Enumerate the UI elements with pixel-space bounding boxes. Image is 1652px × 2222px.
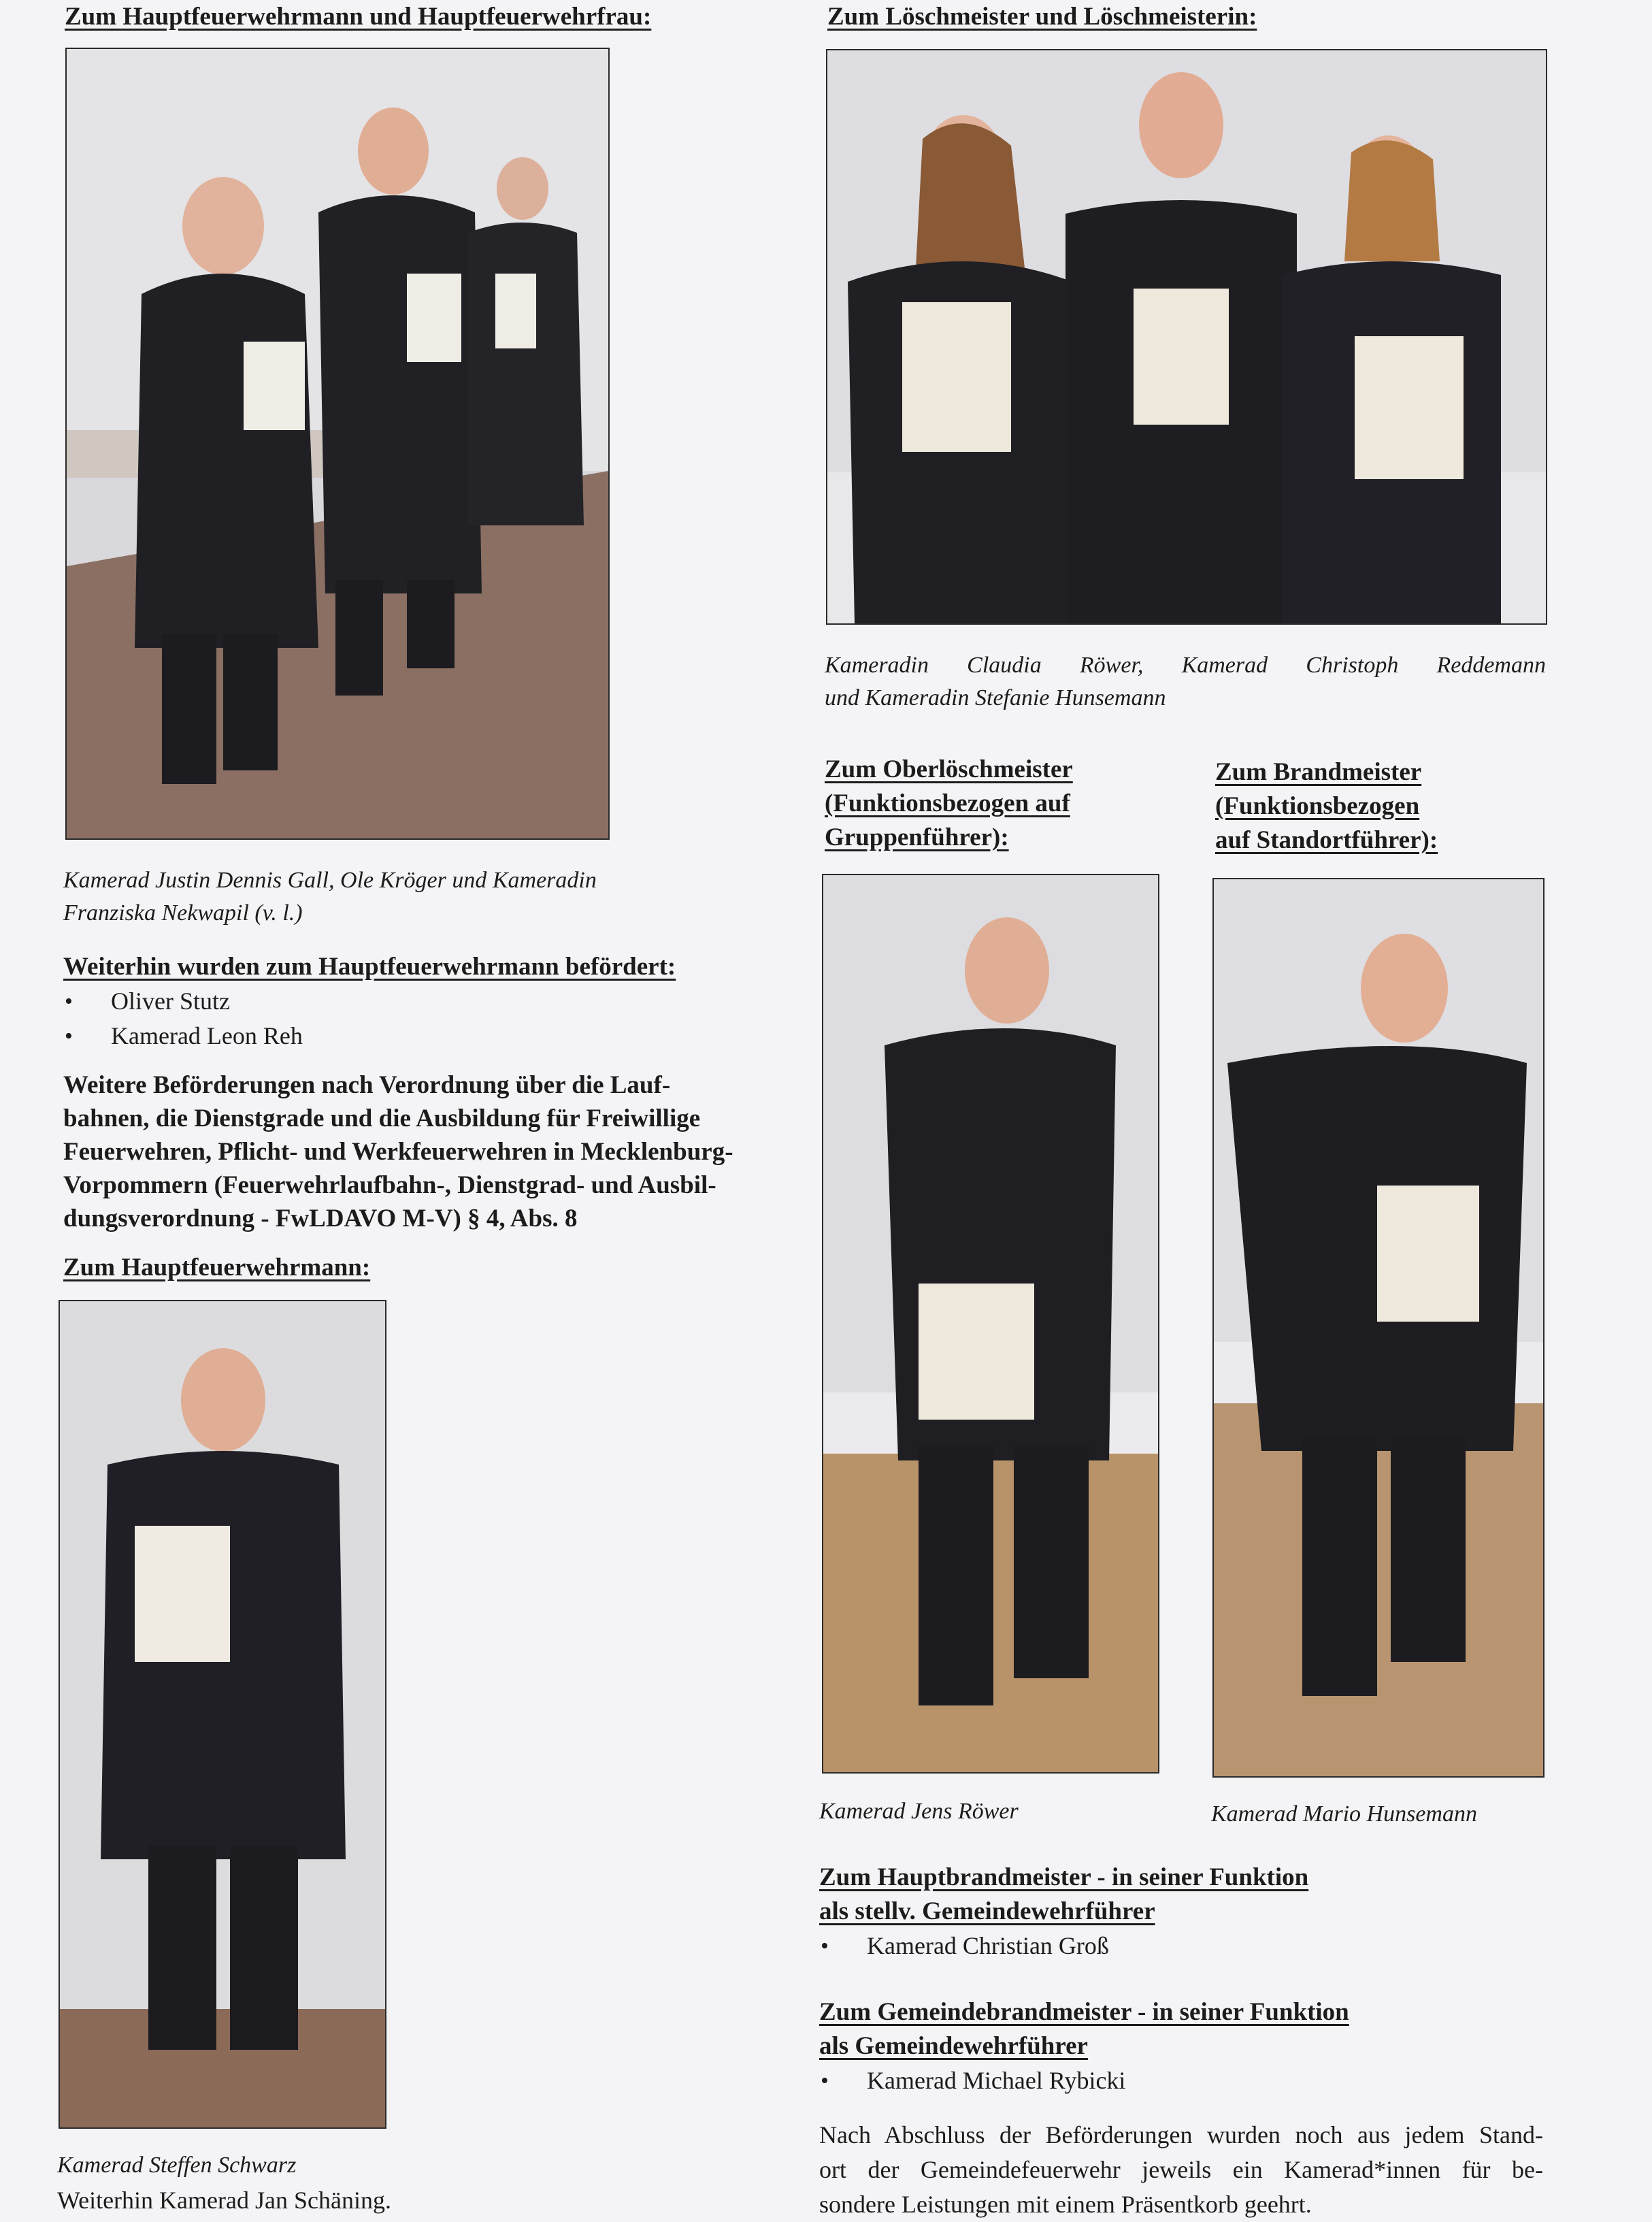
heading-oberloeschmeister: Zum Oberlöschmeister (Funktionsbezogen auf Gruppenführer): [825, 755, 1073, 851]
gemeindebrandmeister-list [819, 2063, 1568, 2098]
further-promotions-list [63, 984, 778, 1053]
caption-steffen-schwarz: Kamerad Steffen Schwarz [57, 2153, 297, 2178]
trailing-line: Weiterhin Kamerad Jan Schäning. [57, 2187, 391, 2214]
regulation-paragraph: Weitere Beförderungen nach Verordnung über die Lauf- bahnen, die Dienstgrade und die Ausbildung für Freiwillige Feuerwehren, Pflicht- und Werkfeuerwehren in Mecklenburg- Vorpommern (Feuerwehrlaufbahn-, Dienstgrad- und Ausbil- dungsverordnung - FwLDAVO M-V) § 4, Abs. 8 [63, 1071, 733, 1232]
photo-group-loeschmeister [826, 49, 1547, 625]
heading-hauptfeuerwehrmann: Zum Hauptfeuerwehrmann: [63, 1254, 371, 1281]
list-item: • Oliver Stutz [63, 984, 778, 1019]
heading-hauptbrandmeister: Zum Hauptbrandmeister - in seiner Funktion als stellv. Gemeindewehrführer • Kamerad Christian Groß [819, 1861, 1568, 1963]
list-item: • Kamerad Leon Reh [63, 1019, 778, 1053]
list-item: • Kamerad Christian Groß [819, 1929, 1568, 1963]
caption-group-loeschmeister: Kameradin Claudia Röwer, Kamerad Christoph Reddemann und Kameradin Stefanie Hunsemann [825, 653, 1546, 710]
photo-jens-roewer [822, 874, 1159, 1774]
photo-group-three-promoted [65, 48, 610, 840]
caption-jens-roewer: Kamerad Jens Röwer [819, 1799, 1019, 1824]
heading-brandmeister: Zum Brandmeister (Funktionsbezogen auf Standortführer): [1215, 758, 1438, 854]
heading-further-promotions: Weiterhin wurden zum Hauptfeuerwehrmann befördert: • Oliver Stutz • Kamerad Leon Reh [63, 950, 778, 1053]
list-item: • Kamerad Michael Rybicki [819, 2063, 1568, 2098]
heading-hauptfeuerwehrmann-frau: Zum Hauptfeuerwehrmann und Hauptfeuerwehrfrau: [65, 3, 652, 31]
hauptbrandmeister-list [819, 1929, 1568, 1963]
caption-group-three: Kamerad Justin Dennis Gall, Ole Kröger und Kameradin Franziska Nekwapil (v. l.) [63, 868, 597, 926]
heading-loeschmeister: Zum Löschmeister und Löschmeisterin: [827, 3, 1257, 31]
heading-gemeindebrandmeister: Zum Gemeindebrandmeister - in seiner Funktion als Gemeindewehrführer • Kamerad Michael Rybicki [819, 1995, 1568, 2098]
closing-paragraph: Nach Abschluss der Beförderungen wurden noch aus jedem Stand- ort der Gemeindefeuerwehr jeweils ein Kamerad*innen für be- sondere Leistungen mit einem Präsentkorb geehrt. [819, 2121, 1543, 2218]
caption-mario-hunsemann: Kamerad Mario Hunsemann [1211, 1801, 1477, 1827]
photo-mario-hunsemann [1212, 878, 1544, 1778]
photo-steffen-schwarz [59, 1300, 386, 2129]
